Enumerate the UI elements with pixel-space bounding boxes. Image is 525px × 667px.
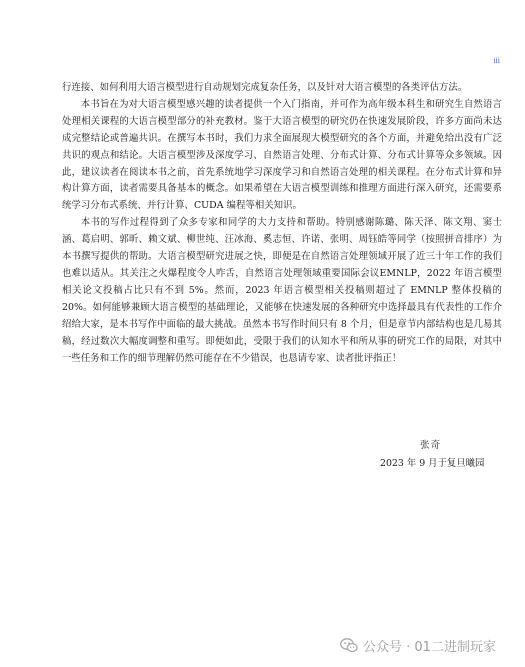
signature-date: 2023 年 9 月于复旦曦园: [380, 458, 485, 469]
preface-body: [62, 80, 502, 367]
paragraph-1: 行连接、如何利用大语言模型进行自动规划完成复杂任务，以及针对大语言模型的各类评估方法。: [62, 82, 468, 93]
page-number: iii: [493, 56, 500, 65]
watermark: [340, 636, 496, 655]
watermark-text: 公众号 · 01二进制玩家: [363, 640, 496, 655]
wechat-icon: [340, 638, 358, 653]
paragraph-3: 本书的写作过程得到了众多专家和同学的大力支持和帮助。特别感谢陈璐、陈天泽、陈文翔、窦士涵、葛启明、郭昕、赖文斌、柳世纯、汪冰海、奚志恒、许诺、张明、周钰皓等同学（按照拼音排序）为本书撰写提供的帮助。大语言模型研究进展之快，即便是在自然语言处理领域开展了近三十年工作的我们也难以适从。其关注之火爆程度令人咋舌，自然语言处理领域重要国际会议EMNLP，2022 年语言模型相关论文投稿占比只有不到 5%。然而，2023 年语言模型相关投稿则超过了 EMNLP 整体投稿的 20%。如何能够兼顾大语言模型的基础理论，又能够在快速发展的各种研究中选择最具有代表性的工作介绍给大家，是本书写作中面临的最大挑战。虽然本书写作时间只有 8 个月，但是章节内部结构也是几易其稿，经过数次大幅度调整和重写。即便如此，受限于我们的认知水平和所从事的研究工作的局限，对其中一些任务和工作的细节理解仍然可能存在不少错误，也恳请专家、读者批评指正！: [62, 217, 502, 364]
author-signature: 张奇: [420, 440, 442, 451]
paragraph-2: 本书旨在为对大语言模型感兴趣的读者提供一个入门指南，并可作为高年级本科生和研究生自然语言处理相关课程的大语言模型部分的补充教材。鉴于大语言模型的研究仍在快速发展阶段，许多方面尚未达成完整结论或普遍共识。在撰写本书时，我们力求全面展现大模型研究的各个方面，并避免给出没有广泛共识的观点和结论。大语言模型涉及深度学习、自然语言处理、分布式计算、分布式计算等众多领域。因此，建议读者在阅读本书之前，首先系统地学习深度学习和自然语言处理的相关课程。在分布式计算和异构计算方面，读者需要具备基本的概念。如果希望在大语言模型训练和推理方面进行深入研究，还需要系统学习分布式系统、并行计算、CUDA 编程等相关知识。: [62, 98, 502, 212]
